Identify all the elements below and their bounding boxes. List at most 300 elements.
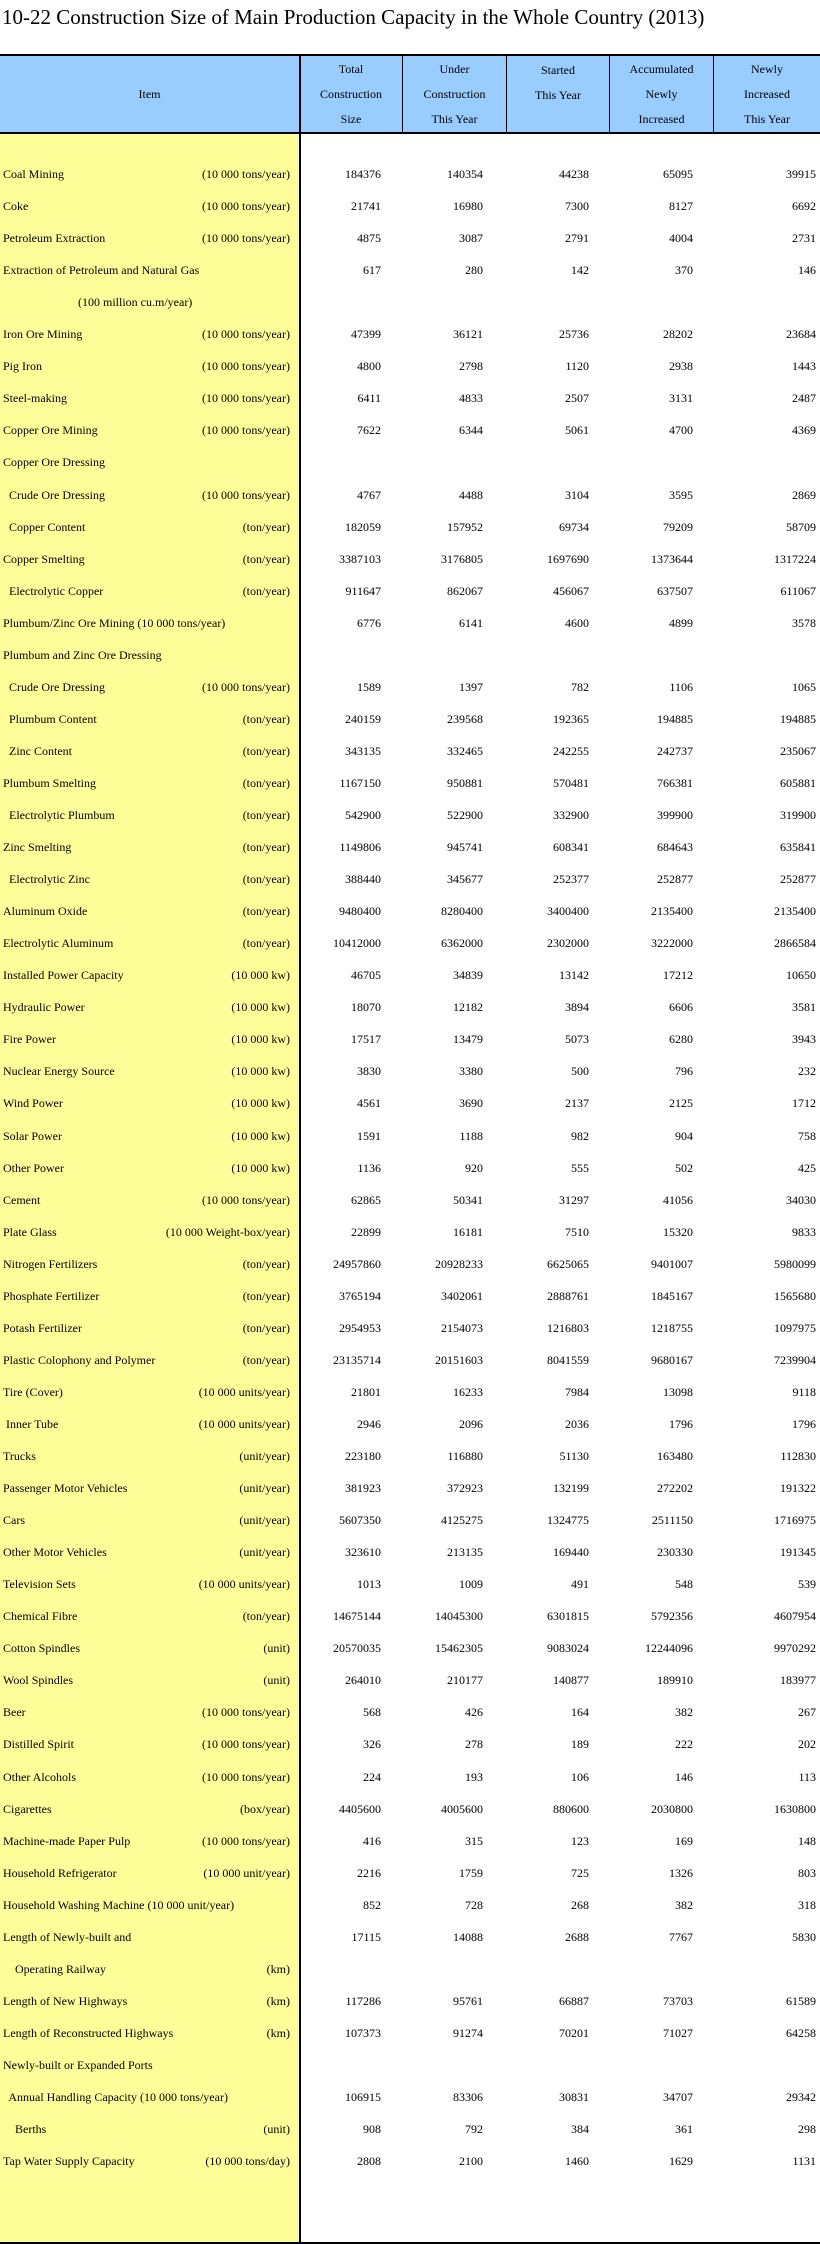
row-item-unit: (ton/year) (242, 872, 290, 887)
header-line: Started (540, 63, 575, 77)
row-item-name: Annual Handling Capacity (10 000 tons/year) (3, 2090, 228, 2104)
row-value: 6141 (459, 615, 483, 630)
row-item-name: Beer (3, 1705, 26, 1720)
row-value: 326 (363, 1737, 381, 1752)
row-value: 3387103 (339, 551, 381, 566)
row-value: 9833 (792, 1224, 816, 1239)
row-value: 1716975 (774, 1513, 816, 1528)
row-value: 782 (571, 679, 589, 694)
row-item-name: Zinc Content (3, 743, 72, 758)
data-table (0, 54, 820, 2244)
header-line: Increased (744, 86, 790, 101)
row-item-name: Inner Tube (3, 1416, 59, 1431)
header-line: Accumulated (629, 61, 694, 76)
row-value: 8127 (669, 199, 693, 214)
row-value: 1218755 (651, 1320, 693, 1335)
row-value: 41056 (663, 1192, 693, 1207)
row-value: 210177 (447, 1673, 483, 1688)
row-value: 191345 (780, 1545, 816, 1560)
row-value: 2096 (459, 1416, 483, 1431)
row-value: 6344 (459, 423, 483, 438)
row-value: 1167150 (339, 775, 381, 790)
row-item-unit: (10 000 unit/year) (203, 1865, 290, 1880)
row-value: 1565680 (774, 1288, 816, 1303)
table-row (0, 1087, 820, 1119)
row-item-unit: (ton/year) (242, 840, 290, 855)
row-value: 240159 (345, 711, 381, 726)
table-row (0, 1985, 820, 2017)
page-title: 10-22 Construction Size of Main Production Capacity in the Whole Country (2013) (2, 5, 705, 29)
row-value: 382 (675, 1897, 693, 1912)
row-value: 95761 (453, 1993, 483, 2008)
row-value: 3690 (459, 1096, 483, 1111)
row-value: 239568 (447, 711, 483, 726)
header-item: Item (138, 86, 161, 101)
row-value: 34030 (786, 1192, 816, 1207)
header-total-construction-size (300, 56, 402, 132)
row-item-name: Copper Content (3, 519, 86, 534)
row-item-name: Cigarettes (3, 1801, 52, 1816)
row-item-name: Nitrogen Fertilizers (3, 1256, 98, 1271)
row-value: 4767 (357, 487, 381, 502)
row-value: 64258 (786, 2025, 816, 2040)
row-value: 1106 (669, 679, 693, 694)
row-item-name: Copper Ore Dressing (3, 455, 105, 470)
row-value: 106 (571, 1769, 589, 1784)
table-row (0, 1440, 820, 1472)
row-value: 6606 (669, 1000, 693, 1015)
row-value: 267 (798, 1705, 816, 1720)
row-item-unit: (unit) (263, 2122, 290, 2137)
row-value: 635841 (780, 840, 816, 855)
row-value: 3765194 (339, 1288, 381, 1303)
row-value: 9083024 (547, 1641, 589, 1656)
table-row (0, 1216, 820, 1248)
row-value: 13142 (559, 968, 589, 983)
table-row (0, 254, 820, 286)
row-value: 539 (798, 1577, 816, 1592)
row-value: 1712 (792, 1096, 816, 1111)
row-value: 611067 (780, 583, 816, 598)
row-value: 3830 (357, 1064, 381, 1079)
row-value: 766381 (657, 775, 693, 790)
row-value: 140877 (553, 1673, 589, 1688)
table-row (0, 1184, 820, 1216)
row-value: 2507 (565, 391, 589, 406)
row-item-unit: (box/year) (240, 1801, 290, 1816)
row-item-name: Copper Ore Mining (3, 423, 98, 438)
row-item-unit: (10 000 units/year) (198, 1577, 290, 1592)
row-value: 1443 (792, 359, 816, 374)
row-value: 332465 (447, 743, 483, 758)
row-value: 69734 (559, 519, 589, 534)
table-row (0, 1152, 820, 1184)
row-value: 252377 (553, 872, 589, 887)
row-item-name: Length of Newly-built and (3, 1929, 132, 1944)
row-value: 3400400 (547, 904, 589, 919)
row-value: 4369 (792, 423, 816, 438)
table-row (0, 1953, 820, 1985)
row-item-name: Newly-built or Expanded Ports (3, 2057, 153, 2072)
row-value: 79209 (663, 519, 693, 534)
row-value: 189910 (657, 1673, 693, 1688)
row-item-unit: (10 000 kw) (231, 1064, 290, 1079)
header-under-construction (403, 56, 506, 132)
row-item-unit: (ton/year) (242, 1256, 290, 1271)
row-value: 4700 (669, 423, 693, 438)
row-item-unit: (ton/year) (242, 1352, 290, 1367)
row-item-name: Other Motor Vehicles (3, 1545, 107, 1560)
row-value: 70201 (559, 2025, 589, 2040)
row-value: 388440 (345, 872, 381, 887)
row-value: 66887 (559, 1993, 589, 2008)
row-item-name: Machine-made Paper Pulp (3, 1833, 131, 1848)
row-item-name: Aluminum Oxide (3, 904, 88, 919)
row-value: 3943 (792, 1032, 816, 1047)
row-value: 3595 (669, 487, 693, 502)
row-value: 2866584 (774, 936, 816, 951)
table-row (0, 895, 820, 927)
row-value: 58709 (786, 519, 816, 534)
row-value: 1324775 (547, 1513, 589, 1528)
table-row (0, 1504, 820, 1536)
row-item-unit: (unit/year) (239, 1449, 290, 1463)
row-value: 4875 (357, 231, 381, 246)
row-value: 2511150 (651, 1513, 693, 1528)
header-line: Newly (750, 61, 783, 76)
row-value: 3176805 (441, 551, 483, 566)
row-value: 148 (798, 1833, 816, 1848)
row-value: 5607350 (339, 1513, 381, 1528)
row-item-name: Household Washing Machine (10 000 unit/year) (3, 1897, 235, 1912)
row-value: 16980 (453, 199, 483, 214)
row-value: 2100 (459, 2154, 483, 2169)
table-row (0, 543, 820, 575)
row-value: 18070 (351, 1000, 381, 1015)
row-value: 456067 (553, 583, 589, 598)
row-value: 2135400 (651, 904, 693, 919)
row-value: 4800 (357, 359, 381, 374)
row-value: 6301815 (547, 1609, 589, 1624)
row-value: 34839 (453, 968, 483, 983)
table-row (0, 607, 820, 639)
row-value: 8041559 (547, 1352, 589, 1367)
table-row (0, 1921, 820, 1953)
row-item-unit: (10 000 tons/year) (202, 167, 290, 181)
row-value: 20151603 (435, 1352, 483, 1367)
table-row (0, 1889, 820, 1921)
table-row (0, 1761, 820, 1793)
row-value: 73703 (663, 1993, 693, 2008)
row-value: 21741 (351, 199, 381, 214)
row-value: 91274 (453, 2025, 483, 2040)
table-row (0, 959, 820, 991)
row-item-name: Other Power (3, 1160, 64, 1175)
table-row (0, 2049, 820, 2081)
row-item-unit: (10 000 tons/year) (202, 359, 290, 374)
row-value: 1149806 (339, 840, 381, 855)
row-value: 2798 (459, 359, 483, 374)
table-row (0, 222, 820, 254)
row-value: 107373 (345, 2025, 381, 2040)
row-value: 1845167 (651, 1288, 693, 1303)
row-item-name: Length of New Highways (3, 1993, 128, 2008)
row-value: 637507 (657, 583, 693, 598)
row-value: 370 (675, 263, 693, 278)
row-value: 4833 (459, 391, 483, 406)
row-value: 2888761 (547, 1288, 589, 1303)
row-value: 184376 (345, 167, 381, 181)
header-line: This Year (743, 111, 790, 126)
row-value: 4005600 (441, 1801, 483, 1816)
row-value: 728 (465, 1897, 483, 1912)
row-value: 9680167 (651, 1352, 693, 1367)
row-value: 361 (675, 2122, 693, 2137)
row-value: 202 (798, 1737, 816, 1752)
row-value: 7300 (565, 199, 589, 214)
table-row (0, 1280, 820, 1312)
row-value: 15462305 (435, 1641, 483, 1656)
row-item-unit: (10 000 tons/year) (202, 199, 290, 214)
row-item-unit: (10 000 Weight-box/year) (165, 1224, 290, 1239)
row-value: 28202 (663, 327, 693, 342)
row-value: 1216803 (547, 1320, 589, 1335)
row-item-unit: (10 000 tons/day) (205, 2154, 290, 2169)
row-value: 6692 (792, 199, 816, 214)
row-value: 65095 (663, 167, 693, 181)
row-item-name: Electrolytic Plumbum (3, 808, 115, 822)
row-value: 146 (675, 1769, 693, 1784)
row-value: 51130 (559, 1449, 589, 1463)
row-item-name: Electrolytic Zinc (3, 872, 90, 887)
header-line: Increased (638, 111, 685, 126)
row-value: 542900 (345, 808, 381, 822)
row-item-name: Chemical Fibre (3, 1609, 78, 1624)
row-item-name: Other Alcohols (3, 1769, 76, 1784)
row-value: 268 (571, 1897, 589, 1912)
row-value: 169440 (553, 1545, 589, 1560)
table-row (0, 991, 820, 1023)
row-value: 192365 (553, 711, 589, 726)
row-value: 2030800 (651, 1801, 693, 1816)
row-item-unit: (10 000 kw) (231, 968, 290, 983)
row-value: 3578 (792, 615, 816, 630)
table-row (0, 479, 820, 511)
row-value: 4004 (669, 231, 693, 246)
row-value: 20928233 (435, 1256, 483, 1271)
row-item-name: Pig Iron (3, 359, 42, 374)
row-value: 425 (798, 1160, 816, 1175)
row-value: 332900 (553, 808, 589, 822)
row-value: 315 (465, 1833, 483, 1848)
header-line: Construction (320, 86, 382, 101)
table-row (0, 2145, 820, 2177)
row-value: 1591 (357, 1128, 381, 1143)
row-item-unit: (ton/year) (242, 1288, 290, 1303)
row-value: 982 (571, 1128, 589, 1143)
row-item-name: Cotton Spindles (3, 1641, 81, 1656)
row-item-name: Extraction of Petroleum and Natural Gas (3, 263, 200, 278)
row-value: 3894 (565, 1000, 589, 1015)
table-row (0, 1536, 820, 1568)
row-value: 5830 (792, 1929, 816, 1944)
table-row (0, 1344, 820, 1376)
row-item-unit: (10 000 units/year) (198, 1384, 290, 1399)
row-value: 2938 (669, 359, 693, 374)
row-value: 9480400 (339, 904, 381, 919)
table-row (0, 318, 820, 350)
row-value: 7239904 (774, 1352, 816, 1367)
row-value: 372923 (447, 1481, 483, 1496)
table-row (0, 350, 820, 382)
table-row (0, 1472, 820, 1504)
row-item-name: Plumbum Content (3, 711, 97, 726)
row-value: 14675144 (333, 1609, 381, 1624)
row-value: 4488 (459, 487, 483, 502)
row-item-name: Television Sets (3, 1577, 76, 1592)
row-value: 3104 (565, 487, 589, 502)
row-item-unit: (ton/year) (242, 1320, 290, 1335)
row-value: 1013 (357, 1577, 381, 1592)
row-value: 1589 (357, 679, 381, 694)
table-row (0, 863, 820, 895)
table-row (0, 190, 820, 222)
row-value: 4405600 (339, 1801, 381, 1816)
row-value: 6411 (357, 391, 381, 406)
table-row (0, 446, 820, 478)
row-item-name: Crude Ore Dressing (3, 679, 105, 694)
row-item-name: Berths (3, 2122, 47, 2137)
row-value: 242255 (553, 743, 589, 758)
row-value: 242737 (657, 743, 693, 758)
row-value: 17517 (351, 1032, 381, 1047)
row-value: 318 (798, 1897, 816, 1912)
row-item-unit: (10 000 tons/year) (202, 1192, 290, 1207)
row-value: 945741 (447, 840, 483, 855)
row-item-unit: (unit/year) (239, 1513, 290, 1528)
row-value: 2125 (669, 1096, 693, 1111)
row-value: 4561 (357, 1096, 381, 1111)
row-value: 605881 (780, 775, 816, 790)
row-value: 157952 (447, 519, 483, 534)
row-value: 1136 (357, 1160, 381, 1175)
row-value: 272202 (657, 1481, 693, 1496)
row-value: 2154073 (441, 1320, 483, 1335)
row-value: 113 (798, 1769, 816, 1784)
table-row (0, 831, 820, 863)
table-row (0, 799, 820, 831)
row-item-name: Plate Glass (3, 1224, 57, 1239)
row-value: 12244096 (645, 1641, 693, 1656)
row-value: 222 (675, 1737, 693, 1752)
row-value: 9401007 (651, 1256, 693, 1271)
table-row (0, 1120, 820, 1152)
row-value: 1373644 (651, 551, 693, 566)
row-value: 1131 (792, 2154, 816, 2169)
table-row (0, 767, 820, 799)
row-item-name: Steel-making (3, 391, 67, 406)
row-item-name: Trucks (3, 1449, 36, 1463)
table-row (0, 2081, 820, 2113)
table-row (0, 1632, 820, 1664)
row-item-unit: (10 000 tons/year) (202, 231, 290, 246)
row-item-unit: (10 000 tons/year) (202, 1737, 290, 1752)
row-item-name: Passenger Motor Vehicles (3, 1481, 128, 1496)
row-item-unit: (km) (266, 2025, 290, 2040)
row-item-unit: (10 000 kw) (231, 1096, 290, 1111)
row-item-unit: (10 000 kw) (231, 1160, 290, 1175)
row-item-unit: (unit/year) (239, 1481, 290, 1496)
row-value: 500 (571, 1064, 589, 1079)
row-value: 3222000 (651, 936, 693, 951)
header-newly-increased-this-year (714, 56, 820, 132)
row-value: 323610 (345, 1545, 381, 1560)
row-item-unit: (10 000 kw) (231, 1128, 290, 1143)
row-item-name: Coal Mining (3, 167, 65, 181)
row-value: 34707 (663, 2090, 693, 2104)
row-item-name: Fire Power (3, 1032, 56, 1047)
row-value: 384 (571, 2122, 589, 2137)
row-item-unit: (10 000 tons/year) (202, 679, 290, 694)
row-value: 235067 (780, 743, 816, 758)
row-value: 280 (465, 263, 483, 278)
row-value: 194885 (780, 711, 816, 726)
row-value: 908 (363, 2122, 381, 2137)
row-value: 1796 (669, 1416, 693, 1431)
row-value: 22899 (351, 1224, 381, 1239)
row-value: 112830 (780, 1449, 816, 1463)
row-value: 555 (571, 1160, 589, 1175)
row-item-name: Nuclear Energy Source (3, 1064, 115, 1079)
row-value: 191322 (780, 1481, 816, 1496)
row-value: 2791 (565, 231, 589, 246)
row-item-name: Wind Power (3, 1096, 63, 1111)
row-item-name: Plumbum/Zinc Ore Mining (10 000 tons/year) (3, 615, 226, 630)
row-value: 1317224 (774, 551, 816, 566)
row-value: 381923 (345, 1481, 381, 1496)
row-value: 399900 (657, 808, 693, 822)
row-item-name: Electrolytic Aluminum (3, 936, 114, 951)
row-item-unit: (10 000 tons/year) (202, 1833, 290, 1848)
row-value: 522900 (447, 808, 483, 822)
row-value: 1460 (565, 2154, 589, 2169)
header-line: Construction (423, 86, 486, 101)
header-started-this-year (507, 56, 609, 132)
row-value: 2688 (565, 1929, 589, 1944)
header-line: This Year (534, 88, 581, 102)
row-value: 2954953 (339, 1320, 381, 1335)
row-value: 252877 (657, 872, 693, 887)
row-item-name: Phosphate Fertilizer (3, 1288, 100, 1303)
table-row (0, 286, 820, 318)
row-value: 23135714 (333, 1352, 381, 1367)
row-value: 31297 (559, 1192, 589, 1207)
row-value: 3581 (792, 1000, 816, 1015)
row-value: 83306 (453, 2090, 483, 2104)
row-value: 169 (675, 1833, 693, 1848)
row-value: 264010 (345, 1673, 381, 1688)
row-value: 20570035 (333, 1641, 381, 1656)
row-value: 193 (465, 1769, 483, 1784)
row-value: 880600 (553, 1801, 589, 1816)
row-value: 16181 (453, 1224, 483, 1239)
row-item-name: Installed Power Capacity (3, 968, 124, 983)
row-value: 319900 (780, 808, 816, 822)
row-value: 116880 (447, 1449, 483, 1463)
row-value: 30831 (559, 2090, 589, 2104)
row-value: 3402061 (441, 1288, 483, 1303)
row-value: 416 (363, 1833, 381, 1848)
